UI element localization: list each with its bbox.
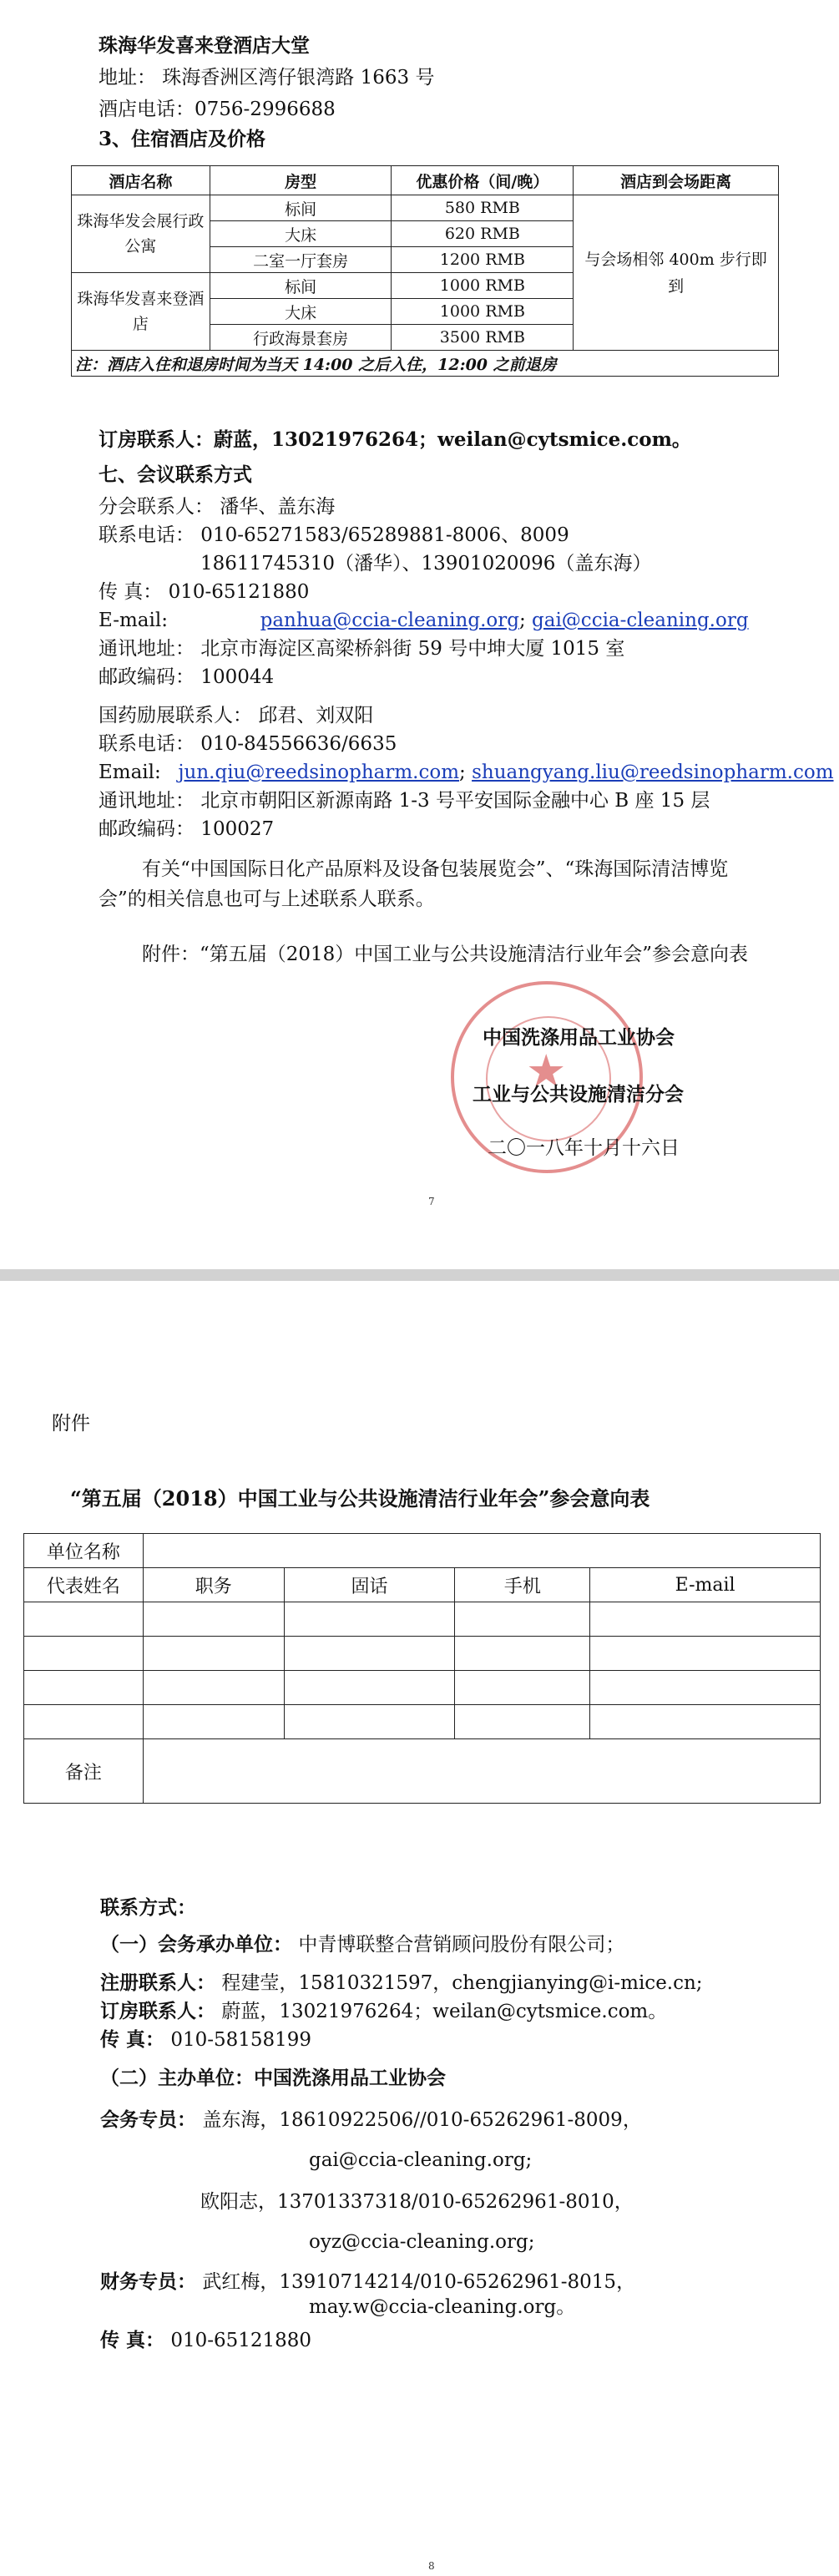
appendix-label: 附件 [52,1413,90,1435]
reed-email-line [99,760,834,785]
unit-name-field[interactable] [143,1534,820,1568]
unit-name-label: 单位名称 [24,1534,144,1568]
email-link-panhua[interactable]: panhua@ccia-cleaning.org [260,610,519,631]
email-link-gai[interactable]: gai@ccia-cleaning.org [532,610,749,631]
form-entry-row [24,1637,821,1671]
finance-line [100,2270,635,2295]
official-seal-icon: ★ [451,981,643,1173]
price-cell: 1000 RMB [392,299,574,325]
table-header-row [72,166,779,195]
hotel-phone: 酒店电话：0756-2996688 [99,99,336,120]
distance-cell: 与会场相邻 400m 步行即到 [574,195,779,351]
table-header-cell: 酒店名称 [72,166,210,195]
form-cell[interactable] [24,1602,144,1637]
room-type-cell: 二室一厅套房 [210,247,392,273]
fax-line-1 [100,2027,311,2052]
registration-label: 注册联系人： [100,1971,215,1994]
form-cell[interactable] [455,1637,590,1671]
room-type-cell: 标间 [210,195,392,221]
form-cell[interactable] [590,1705,821,1739]
form-cell[interactable] [284,1671,455,1705]
staff-label: 会务专员： [100,2108,196,2131]
reed-address: 通讯地址： 北京市朝阳区新源南路 1-3 号平安国际金融中心 B 座 15 层 [99,790,710,812]
form-cell[interactable] [284,1637,455,1671]
form-cell[interactable] [455,1671,590,1705]
form-cell[interactable] [455,1602,590,1637]
hotel-name-cell: 珠海华发会展行政公寓 [72,195,210,273]
branch-phone: 联系电话： 010-65271583/65289881-8006、8009 [99,524,569,546]
page-8 [0,1281,839,2576]
form-cell[interactable] [590,1671,821,1705]
booking-contact: 订房联系人：蔚蓝，13021976264；weilan@cytsmice.com。 [99,428,691,451]
email-label: E-mail: [99,610,168,631]
form-header-cell: 手机 [455,1568,590,1602]
form-cell[interactable] [590,1637,821,1671]
hotel-price-table [71,165,779,377]
organizer-label: （一）会务承办单位： [100,1933,292,1956]
attachment-note: 附件：“第五届（2018）中国工业与公共设施清洁行业年会”参会意向表 [142,944,749,965]
finance-email: may.w@ccia-cleaning.org。 [309,2296,576,2318]
price-cell: 1200 RMB [392,247,574,273]
unit-row [24,1534,821,1568]
booking-label: 订房联系人： [100,2000,215,2022]
staff-2-contact: 欧阳志，13701337318/010-65262961-8010， [200,2191,634,2213]
signature-date: 二〇一八年十月十六日 [488,1137,680,1159]
table-header-cell: 房型 [210,166,392,195]
email-label: Email: [99,762,161,783]
form-header-cell: 固话 [284,1568,455,1602]
staff-1-contact: 盖东海，18610922506//010-65262961-8009， [202,2109,642,2131]
finance-contact: 武红梅，13910714214/010-65262961-8015， [202,2271,636,2293]
form-title: “第五届（2018）中国工业与公共设施清洁行业年会”参会意向表 [70,1486,650,1511]
form-cell[interactable] [143,1705,284,1739]
hotel-address: 地址： 珠海香洲区湾仔银湾路 1663 号 [99,67,435,89]
registration-value: 程建莹，15810321597，chengjianying@i-mice.cn; [221,1972,703,1994]
hotel-name-cell: 珠海华发喜来登酒店 [72,273,210,351]
page-separator [0,1269,839,1281]
organizer-name: 中青博联整合营销顾问股份有限公司； [298,1934,625,1956]
section-7-heading: 七、会议联系方式 [99,463,252,486]
form-cell[interactable] [143,1637,284,1671]
form-cell[interactable] [284,1602,455,1637]
page-number: 8 [428,2560,435,2572]
organizer-line [100,1932,624,1957]
room-type-cell: 行政海景套房 [210,325,392,351]
fax-value: 010-65121880 [170,2330,312,2351]
table-row [72,195,779,221]
form-header-cell: E-mail [590,1568,821,1602]
form-cell[interactable] [24,1671,144,1705]
form-cell[interactable] [455,1705,590,1739]
remark-row [24,1739,821,1804]
booking-value: 蔚蓝，13021976264；weilan@cytsmice.com。 [221,2001,668,2022]
form-cell[interactable] [24,1637,144,1671]
fax-label: 传 真： [100,2329,165,2351]
form-entry-row [24,1602,821,1637]
form-cell[interactable] [590,1602,821,1637]
registration-contact [100,1971,703,1996]
form-header-cell: 职务 [143,1568,284,1602]
price-cell: 3500 RMB [392,325,574,351]
fax-line-2 [100,2328,311,2353]
form-cell[interactable] [24,1705,144,1739]
registration-form-table [23,1533,821,1804]
finance-label: 财务专员： [100,2270,196,2293]
table-note-row [72,351,779,377]
form-cell[interactable] [143,1671,284,1705]
branch-email-line [99,608,749,633]
email-link-liu[interactable]: shuangyang.liu@reedsinopharm.com [472,762,834,783]
price-cell: 620 RMB [392,221,574,247]
branch-contact: 分会联系人： 潘华、盖东海 [99,496,336,518]
info-paragraph-line1: 有关“中国国际日化产品原料及设备包装展览会”、“珠海国际清洁博览 [142,858,729,880]
reed-zip: 邮政编码： 100027 [99,818,275,840]
email-separator: ; [518,610,533,631]
branch-address: 通讯地址： 北京市海淀区高梁桥斜街 59 号中坤大厦 1015 室 [99,638,625,660]
form-header-row [24,1568,821,1602]
price-cell: 1000 RMB [392,273,574,299]
form-cell[interactable] [284,1705,455,1739]
page-7 [0,0,839,1269]
reed-phone: 联系电话： 010-84556636/6635 [99,733,397,755]
staff-1-email: gai@ccia-cleaning.org; [309,2149,533,2171]
contact-title: 联系方式： [100,1896,196,1919]
table-note: 注：酒店入住和退房时间为当天 14:00 之后入住，12:00 之前退房 [72,351,779,377]
form-entry-row [24,1705,821,1739]
email-link-qiu[interactable]: jun.qiu@reedsinopharm.com [178,762,460,783]
hotel-title: 珠海华发喜来登酒店大堂 [99,34,310,57]
form-header-cell: 代表姓名 [24,1568,144,1602]
branch-fax: 传 真： 010-65121880 [99,581,310,603]
reed-contact: 国药励展联系人： 邱君、刘双阳 [99,705,374,726]
host-organizer: （二）主办单位：中国洗涤用品工业协会 [100,2067,446,2089]
fax-label: 传 真： [100,2028,165,2051]
remark-label: 备注 [24,1739,144,1804]
form-entry-row [24,1671,821,1705]
table-header-cell: 酒店到会场距离 [574,166,779,195]
remark-field[interactable] [143,1739,820,1804]
staff-2-email: oyz@ccia-cleaning.org; [309,2231,535,2253]
room-type-cell: 大床 [210,299,392,325]
section-3-heading: 3、住宿酒店及价格 [99,128,266,150]
signature-org: 中国洗涤用品工业协会 [483,1026,675,1049]
info-paragraph-line2: 会”的相关信息也可与上述联系人联系。 [99,888,435,910]
room-type-cell: 大床 [210,221,392,247]
page-number: 7 [428,1196,435,1207]
email-separator: ; [459,762,473,783]
booking-contact-2 [100,1999,667,2024]
branch-mobile: 18611745310（潘华）、13901020096（盖东海） [200,553,652,574]
table-header-cell: 优惠价格（间/晚） [392,166,574,195]
room-type-cell: 标间 [210,273,392,299]
signature-branch: 工业与公共设施清洁分会 [473,1083,684,1106]
staff-line-1 [100,2108,642,2133]
form-cell[interactable] [143,1602,284,1637]
fax-value: 010-58158199 [170,2029,312,2051]
branch-zip: 邮政编码： 100044 [99,666,275,688]
price-cell: 580 RMB [392,195,574,221]
